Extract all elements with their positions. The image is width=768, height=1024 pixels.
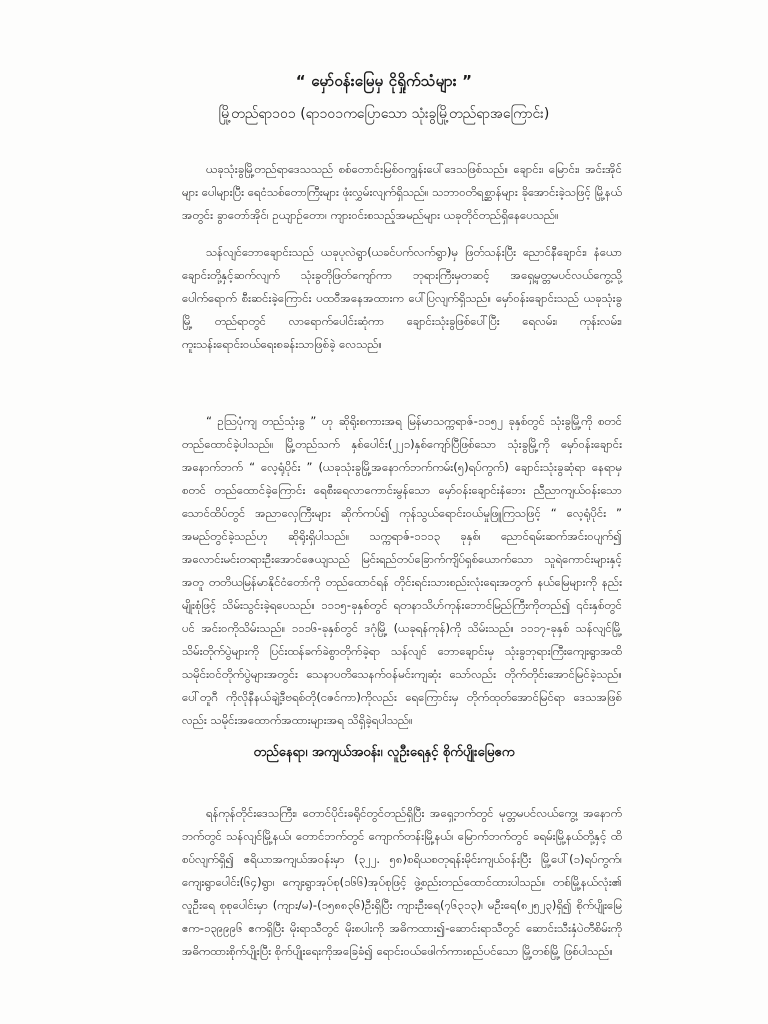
paragraph-1: ယခုသုံးခွမြို့တည်ရာဒေသသည် စစ်တောင်းမြစ်ဝကျွန်းပေါ်ဒေသဖြစ်သည်။ ချောင်း၊ မြောင်း၊ အင်းအိုင်များ ပေါများပြီး ရေငံသစ်တောကြီးများ ဖုံးလွှမ်းလျက်ရှိသည်။ သဘာဝတိရစ္ဆာန်များ ခိုအောင်းခဲ့သဖြင့် မြို့နယ်အတွင်း ခွာတော်အိုင်၊ ဥယျာဉ်တော၊ ကျားဝင်းစသည့်အမည်များ ယခုတိုင်တည်ရှိနေပေသည်။ [182, 161, 622, 222]
paragraph-2: သန်လျင်ဘောချောင်းသည် ယခုပုလဲရွာ(ယခင်ပက်လက်ရွာ)မှ ဖြတ်သန်းပြီး ညောင်နီချောင်း၊ နံယော ချောင်းတို့နှင့်ဆက်လျက် သုံးခွတိုဖြတ်ကျော်ကာ ဘုရားကြီးမှတဆင့် အရှေ့မှတ္တမပင်လယ်ကွေ့သို့ ပေါက်ရောက် စီးဆင်းခဲ့ကြောင်း ပထဝီအနေအထားက ပေါ်ပြလျက်ရှိသည်။ မှော်ဝန်းချောင်းသည် ယခုသုံးခွမြို့ တည်ရာတွင် လာရောက်ပေါင်းဆုံကာ ချောင်းသုံးခွဖြစ်ပေါ်ပြီး ရေလမ်း၊ ကုန်းလမ်း၊ ကူးသန်းရောင်းဝယ်ရေးစခန်းသာဖြစ်ခဲ့ လေသည်။ [182, 244, 622, 351]
section-heading: တည်နေရာ၊ အကျယ်အဝန်း၊ လူဦးရေနှင့် စိုက်ပျိုးမြေဧက [253, 745, 515, 760]
paragraph-4: ရန်ကုန်တိုင်းဒေသကြီး၊ တောင်ပိုင်းခရိုင်တွင်တည်ရှိပြီး အရှေ့ဘက်တွင် မုတ္တမပင်လယ်ကွေ့၊ အနောက် ဘက်တွင် သန်လျင်မြို့နယ်၊ တောင်ဘက်တွင် ကျောက်တန်းမြို့နယ်၊ မြောက်ဘက်တွင် ခရမ်းမြို့နယ်တို့နှင့် ထိစပ်လျက်ရှိ၍ ဧရိယာအကျယ်အဝန်းမှာ (၃၂၂. ၅၈)စရိယစတုရန်းမိုင်းကျယ်ဝန်းပြီး မြို့ပေါ်(၁)ရပ်ကွက်၊ ကျေးရွာပေါင်း(၆၄)ရွာ၊ ကျေးရွာအုပ်စု(၁၆၆)အုပ်စုဖြင့် ဖွဲ့စည်းတည်ထောင်ထားပါသည်။ တစ်မြို့နယ်လုံး၏ လူဦးရေ စုစုပေါင်းမှာ (ကျား/မ)-(၁၅၈၈၃၆)ဦးရှိပြီး ကျားဦးရေ(၇၆၃၁၃)၊ မဦးရေ(၈၂၅၂၃)ရှိ၍ စိုက်ပျိုးမြေဧက-၁၃၉၉၉၆ ဧကရှိပြီး မိုးရာသီတွင် မိုးစပါးကို အဓိကထား၍-ဆောင်းရာသီတွင် ဆောင်းသီးနှံပဲတီစိမ်းကို အဓိကထားစိုက်ပျိုးပြီး စိုက်ပျိုးရေးကိုအခြေခံ၍ ရောင်းဝယ်ဖေါက်ကားစည်ပင်သော မြို့တစ်မြို့ ဖြစ်ပါသည်။ [182, 805, 622, 958]
paragraph-3: “ ဥသြပုံကျ တည်သုံးခွ ” ဟု ဆိုရိုးစကားအရ မြန်မာသက္ကရာဇ်-၁၁၅၂ ခုနှစ်တွင် သုံးခွမြို့ကို စတင် တည်ထောင်ခဲ့ပါသည်။ မြို့တည်သက် နှစ်ပေါင်း(၂၂၁)နှစ်ကျော်ပြီဖြစ်သော သုံးခွမြို့ကို မှော်ဝန်းချောင်း အနောက်ဘက် “ လေ့ရုံပိုင်း ” (ယခုသုံးခွမြို့အနောက်ဘက်ကမ်း(၅)ရပ်ကွက်) ချောင်းသုံးခွဆုံရာ နေရာမှ စတင် တည်ထောင်ခဲ့ကြောင်း ရေစီးရေလာကောင်းမွန်သော မှော်ဝန်းချောင်းနံဘေး ညီညာကျယ်ဝန်းသော သောင်ထိပ်တွင် အညာလှေကြီးများ ဆိုက်ကပ်၍ ကုန်သွယ်ရောင်းဝယ်မှုဖြူကြသဖြင့် “ လေ့ရုံပိုင်း ” အမည်တွင်ခဲ့သည်ဟု ဆိုရိုးရှိပါသည်။ သက္ကရာဇ်-၁၁၁၃ ခုနှစ်၊ ညောင်ရမ်းဆက်အင်း၀ပျက်၍ အလောင်းမင်းတရားဦးအောင်ဇေယျသည် မြင်းရည်တပ်ခြောက်ကျိပ်ရှစ်ယောက်သော သူရဲကောင်းများနှင့်အတူ တတိယမြန်မာနိုင်ငံတော်ကို တည်ထောင်ရန် တိုင်းရင်းသားစည်းလုံးရေးအတွက် နယ်မြေများကို နည်းမျိုးစုံဖြင့် သိမ်းသွင်းခဲ့ရပေသည်။ ၁၁၁၅-ခုနှစ်တွင် ရတနာသိဟ်ကုန်းဘောင်မြည်ကြီးကိုတည်၍ ၎င်းနှစ်တွင်ပင် အင်းဝကိုသိမ်းသည်။ ၁၁၁၆-ခုနှစ်တွင် ဒဂုံမြို့ (ယခုရန်ကုန်)ကို သိမ်းသည်။ ၁၁၁၇-ခုနှစ် သန်လျင်မြို့သိမ်းတိုက်ပွဲများကို ပြင်းထန်ခက်ခဲစွာတိုက်ခဲ့ရာ သန်လျင် ဘောချောင်းမှ သုံးခွဘုရားကြီးကျေးရွာအထိ သမိုင်းဝင်တိုက်ပွဲများအတွင်း သေနာပတိသေနက်ဝန်မင်းကျဆုံး သော်လည်း တိုက်တိုင်းအောင်မြင်ခဲ့သည်။ ပေါ်တူဂီ ကိုလိုနီနယ်ချဲ့ဒီဗရစ်တို(ငဇင်ကာ)ကိုလည်း ရေကြောင်းမှ တိုက်ထုတ်အောင်မြင်ရာ ဒေသအဖြစ်လည်း သမိုင်းအထောက်အထားများအရ သိရှိခဲ့ရပါသည်။ [182, 413, 622, 727]
document-subtitle: မြို့တည်ရာ၁၀၁ (ရာ၁၀၁ကပြောသော သုံးခွမြို့တည်ရာအကြောင်း) [218, 106, 550, 122]
document-title: “ မှော်ဝန်းမြေမှ ငိုရှိုက်သံများ ” [295, 72, 473, 90]
